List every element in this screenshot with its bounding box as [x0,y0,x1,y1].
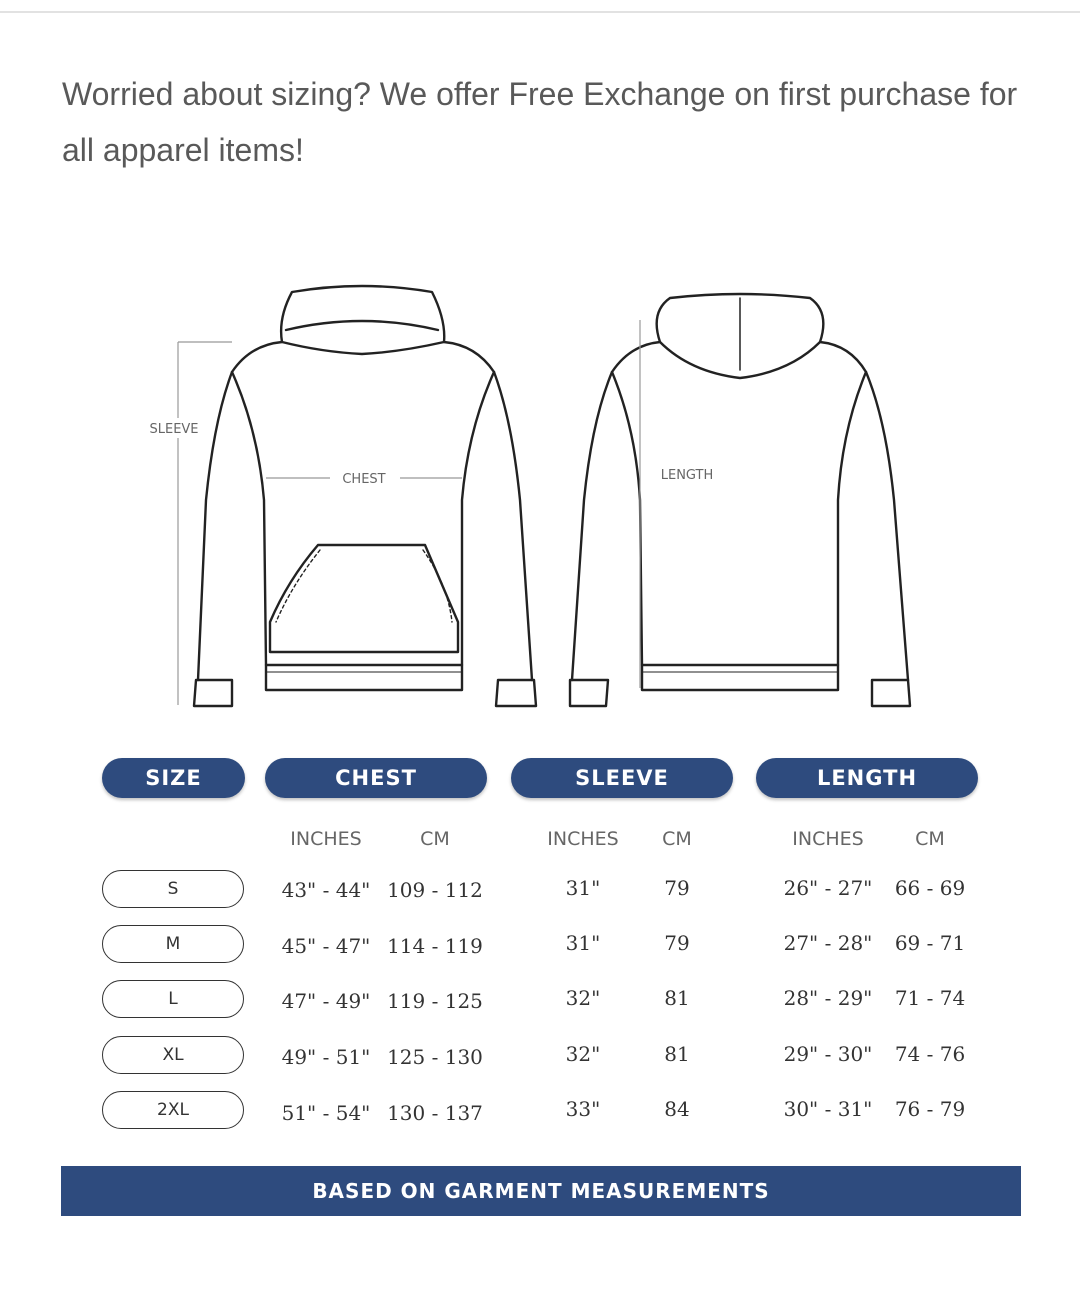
chest-inches-cell: 51" - 54" [281,1101,371,1125]
front-hoodie-icon [194,286,536,706]
length-cm-cell: 74 - 76 [894,1042,966,1066]
length-diagram-label: LENGTH [660,468,714,483]
size-xl-button[interactable]: XL [102,1036,244,1074]
size-s-button[interactable]: S [102,870,244,908]
length-inches-cell: 28" - 29" [783,986,873,1010]
back-hoodie-icon [570,294,910,706]
sleeve-cm-cell: 81 [664,986,690,1010]
length-cm-cell: 69 - 71 [894,931,966,955]
sleeve-inches-cell: 32" [565,1042,601,1066]
length-inches-cell: 30" - 31" [783,1097,873,1121]
chest-cm-cell: 125 - 130 [387,1045,483,1069]
chest-cm-cell: 114 - 119 [387,934,483,958]
length-header: LENGTH [756,758,978,798]
sleeve-cm-cell: 79 [664,876,690,900]
sleeve-cm-label: CM [662,828,692,850]
top-divider [0,11,1080,13]
size-2xl-button[interactable]: 2XL [102,1091,244,1129]
sleeve-inches-label: INCHES [547,828,619,850]
size-l-button[interactable]: L [102,980,244,1018]
length-cm-cell: 71 - 74 [894,986,966,1010]
hoodie-measurement-diagram [0,270,1080,730]
chest-cm-cell: 119 - 125 [387,989,483,1013]
length-cm-label: CM [915,828,945,850]
length-cm-cell: 66 - 69 [894,876,966,900]
length-inches-cell: 27" - 28" [783,931,873,955]
length-inches-label: INCHES [792,828,864,850]
length-inches-cell: 26" - 27" [783,876,873,900]
chest-cm-cell: 109 - 112 [387,878,483,902]
chest-cm-label: CM [420,828,450,850]
chest-inches-cell: 43" - 44" [281,878,371,902]
chest-header: CHEST [265,758,487,798]
sleeve-diagram-label: SLEEVE [149,422,199,437]
sleeve-inches-cell: 33" [565,1097,601,1121]
sleeve-inches-cell: 31" [565,876,601,900]
chest-inches-cell: 49" - 51" [281,1045,371,1069]
chest-inches-cell: 47" - 49" [281,989,371,1013]
sleeve-header: SLEEVE [511,758,733,798]
length-cm-cell: 76 - 79 [894,1097,966,1121]
chest-diagram-label: CHEST [342,472,386,487]
sleeve-cm-cell: 81 [664,1042,690,1066]
sleeve-inches-cell: 32" [565,986,601,1010]
sleeve-cm-cell: 79 [664,931,690,955]
chest-cm-cell: 130 - 137 [387,1101,483,1125]
size-m-button[interactable]: M [102,925,244,963]
intro-text: Worried about sizing? We offer Free Exchange on first purchase for all apparel items! [62,76,1018,168]
sleeve-inches-cell: 31" [565,931,601,955]
sleeve-cm-cell: 84 [664,1097,690,1121]
chest-inches-cell: 45" - 47" [281,934,371,958]
length-inches-cell: 29" - 30" [783,1042,873,1066]
chest-inches-label: INCHES [290,828,362,850]
garment-measurements-footer: BASED ON GARMENT MEASUREMENTS [61,1166,1021,1216]
size-header: SIZE [102,758,245,798]
